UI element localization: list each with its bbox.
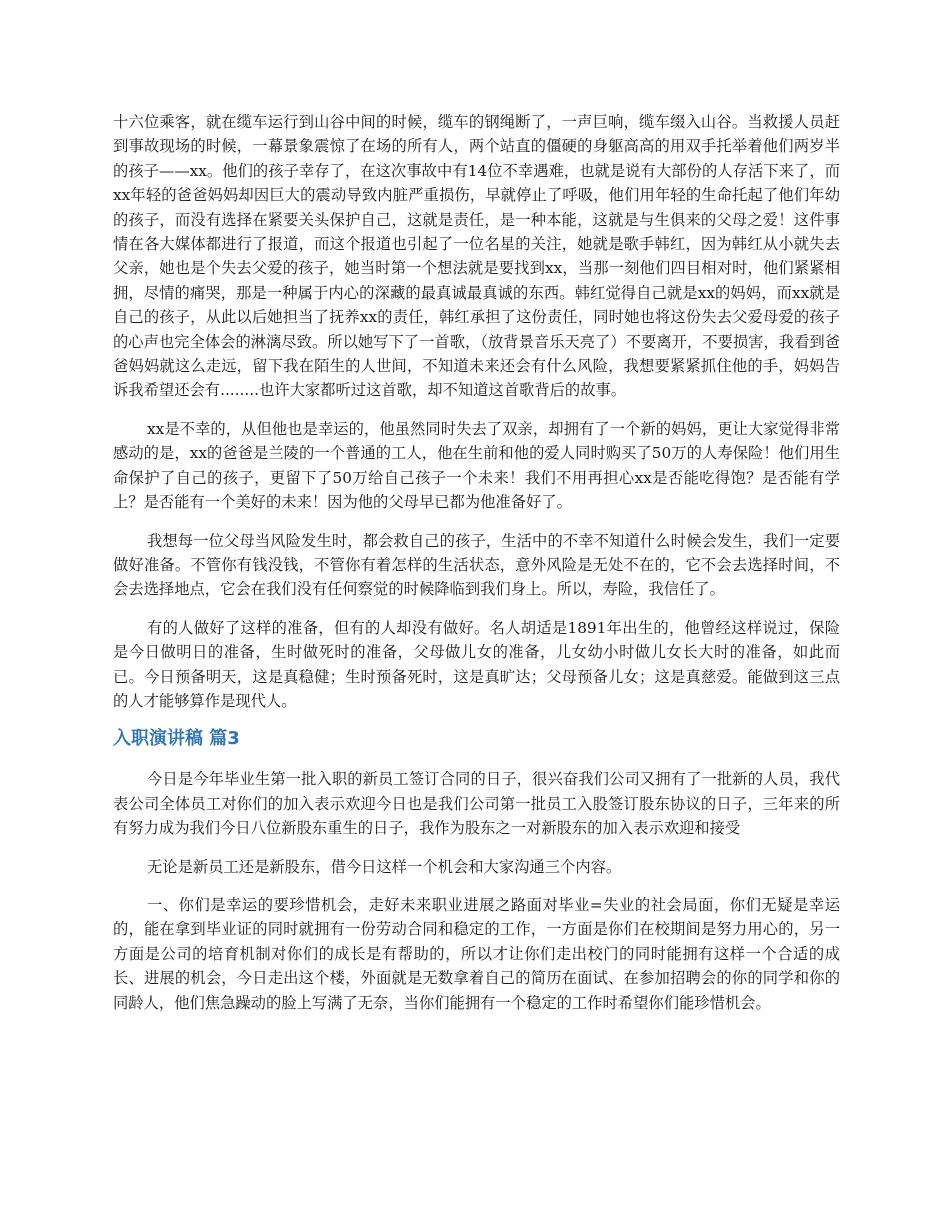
paragraph-welcome: 今日是今年毕业生第一批入职的新员工签订合同的日子，很兴奋我们公司又拥有了一批新的人员，我代表公司全体员工对你们的加入表示欢迎今日也是我们公司第一批员工入股签订股东协议的日子，三年来的所有努力成为我们今日八位新股东重生的日子，我作为股东之一对新股东的加入表示欢迎和接受 <box>113 770 840 838</box>
paragraph-point-one: 一、你们是幸运的要珍惜机会，走好未来职业进展之路面对毕业=失业的社会局面，你们无疑是幸运的，能在拿到毕业证的同时就拥有一份劳动合同和稳定的工作，一方面是你们在校期间是努力用心的，另一方面是公司的培育机制对你们的成长是有帮助的，所以才让你们走出校门的同时能拥有这样一个合适的成长、进展的机会，今日走出这个楼，外面就是无数拿着自己的简历在面试、在参加招聘会的你的同学和你的同龄人，他们焦急躁动的脸上写满了无奈，当你们能拥有一个稳定的工作时希望你们能珍惜机会。 <box>113 895 840 1012</box>
paragraph-hu-shi-quote: 有的人做好了这样的准备，但有的人却没有做好。名人胡适是1891年出生的，他曾经这样说过，保险是今日做明日的准备，生时做死时的准备，父母做儿女的准备，儿女幼小时做儿女长大时的准备，如此而已。今日预备明天，这是真稳健；生时预备死时，这是真旷达；父母预备儿女；这是真慈爱。能做到这三点的人才能够算作是现代人。 <box>113 618 840 710</box>
document-page <box>113 110 840 1029</box>
paragraph-parents-risk: 我想每一位父母当风险发生时，都会救自己的孩子，生活中的不幸不知道什么时候会发生，我们一定要做好准备。不管你有钱没钱，不管你有着怎样的生活状态，意外风险是无处不在的，它不会去选择时间，不会去选择地点，它会在我们没有任何察觉的时候降临到我们身上。所以，寿险，我信任了。 <box>113 531 840 599</box>
paragraph-story-continuation: 十六位乘客，就在缆车运行到山谷中间的时候，缆车的钢绳断了，一声巨响，缆车缀入山谷。当救援人员赶到事故现场的时候，一幕景象震惊了在场的所有人，两个站直的僵硬的身躯高高的用双手托举着他们两岁半的孩子——xx。他们的孩子幸存了，在这次事故中有14位不幸遇难，也就是说有大部份的人存活下来了，而xx年轻的爸爸妈妈却因巨大的震动导致内脏严重损伤，早就停止了呼吸，他们用年轻的生命托起了他们年幼的孩子，而没有选择在紧要关头保护自己，这就是责任，是一种本能，这就是与生俱来的父母之爱！这件事情在各大媒体都进行了报道，而这个报道也引起了一位名星的关注，她就是歌手韩红，因为韩红从小就失去父亲，她也是个失去父爱的孩子，她当时第一个想法就是要找到xx，当那一刻他们四目相对时，他们紧紧相拥，尽情的痛哭，那是一种属于内心的深藏的最真诚最真诚的东西。韩红觉得自己就是xx的妈妈，而xx就是自己的孩子，从此以后她担当了抚养xx的责任，韩红承担了这份责任，同时她也将这份失去父爱母爱的孩子的心声也完全体会的淋漓尽致。所以她写下了一首歌，（放背景音乐天亮了）不要离开，不要损害，我看到爸爸妈妈就这么走远，留下我在陌生的人世间，不知道未来还会有什么风险，我想要紧紧抓住他的手，妈妈告诉我希望还会有........也许大家都听过这首歌，却不知道这首歌背后的故事。 <box>113 113 840 400</box>
section-heading: 入职演讲稿 篇3 <box>113 728 240 750</box>
paragraph-xx-fortune: xx是不幸的，从但他也是幸运的，他虽然同时失去了双亲，却拥有了一个新的妈妈，更让大家觉得非常感动的是，xx的爸爸是兰陵的一个普通的工人，他在生前和他的爱人同时购买了50万的人寿保险！他们用生命保护了自己的孩子，更留下了50万给自己孩子一个未来！我们不用再担心xx是否能吃得饱？是否能有学上？是否能有一个美好的未来！因为他的父母早已都为他准备好了。 <box>113 419 840 512</box>
paragraph-three-topics: 无论是新员工还是新股东，借今日这样一个机会和大家沟通三个内容。 <box>147 857 622 876</box>
